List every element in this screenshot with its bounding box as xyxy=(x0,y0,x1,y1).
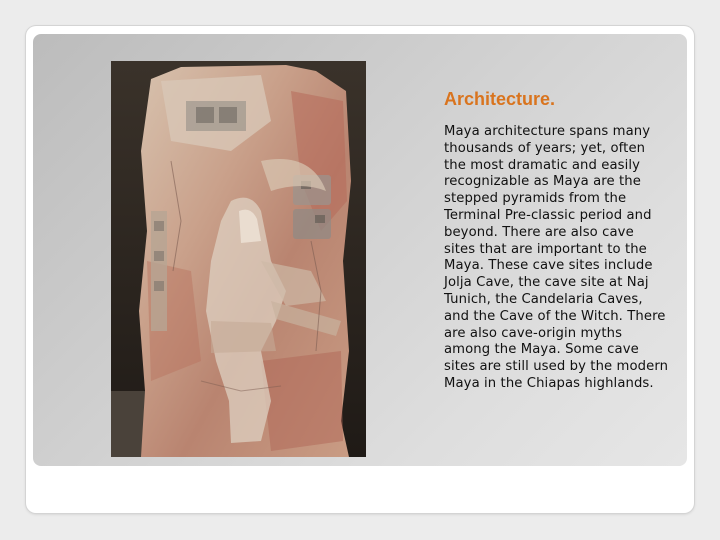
slide-title: Architecture. xyxy=(444,89,556,109)
slide-body-text: Maya architecture spans many thousands of years; yet, often the most dramatic and easily recognizable as Maya are the stepped pyramids from the Terminal Pre-classic period and beyond. There are also cave sites that are important to the Maya. These cave sites include Jolja Cave, the cave site at Naj Tunich, the Candelaria Caves, and the Cave of the Witch. There are also cave-origin myths among the Maya. Some cave sites are still used by the modern Maya in the Chiapas highlands. xyxy=(444,124,669,391)
text-box xyxy=(444,86,669,393)
maya-stone-relief-photo xyxy=(111,61,366,457)
